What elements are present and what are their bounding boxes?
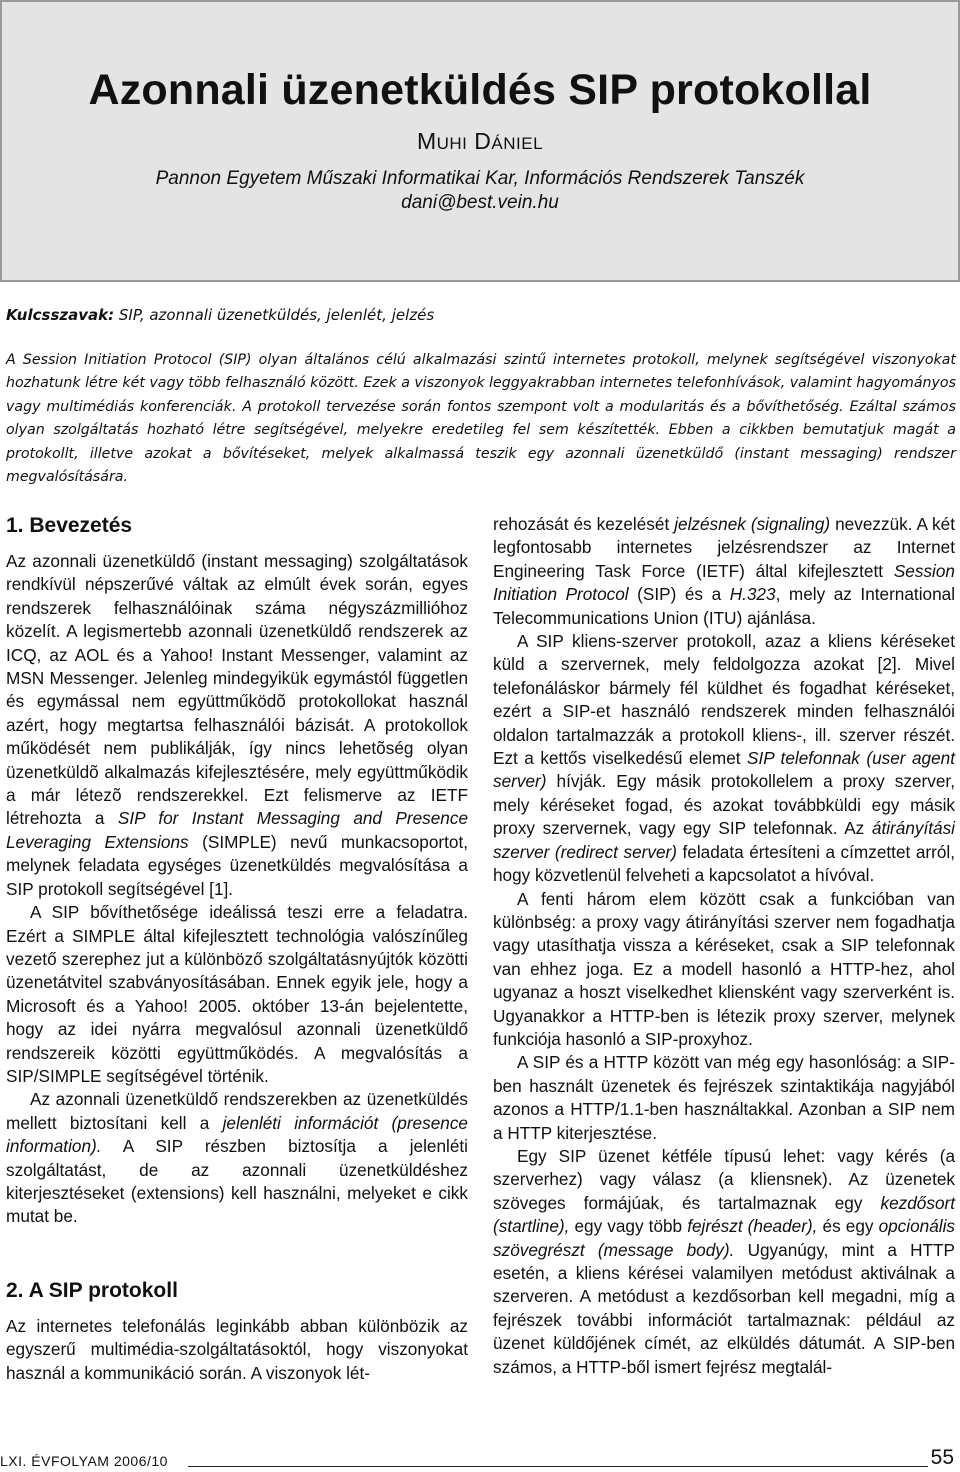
page-number: 55 bbox=[930, 1446, 954, 1469]
author-email: dani@best.vein.hu bbox=[401, 192, 559, 213]
paper-title: Azonnali üzenetküldés SIP protokollal bbox=[88, 66, 872, 114]
left-column bbox=[6, 512, 468, 1385]
paragraph: Egy SIP üzenet kétféle típusú lehet: vagy kérés (a szerverhez) vagy válasz (a kliensnek). Az üzenetek szöveges formájúak, és tartalmaznak egy kezdősort (startline), egy vagy több fejrészt (header), és egy opcionális szövegrészt (message body). Ugyanúgy, mint a HTTP esetén, a kliens kérései valamilyen metódust aktiválnak a szerveren. A metódust a kezdősorban kell megadni, míg a fejrészek további információt tartalmaznak: például az üzenet küldőjének címét, az elküldés dátumát. A SIP-ben számos, a HTTP-ből ismert fejrész megtalál- bbox=[493, 1145, 955, 1377]
journal-issue: LXI. ÉVFOLYAM 2006/10 bbox=[0, 1453, 168, 1469]
section-heading-1: 1. Bevezetés bbox=[6, 514, 133, 537]
abstract: A Session Initiation Protocol (SIP) olyan általános célú alkalmazási szintű internetes protokoll, melynek segítségével viszonyokat hozhatunk létre két vagy több felhasználó között. Ezek a viszonyok leggyakrabban internetes telefonhívások, valamint hagyományos vagy multimédiás konferenciák. A protokoll tervezése során fontos szempont volt a modularitás és a bővíthetőség. Ezáltal számos olyan szolgáltatás hozható létre segítségével, melyekre eredetileg fel sem készítették. Ebben a cikkben bemutatjuk magát a protokollt, illetve azokat a bővítéseket, melyek alkalmassá teszik egy azonnali üzenetküldő (instant messaging) rendszer megvalósítására. bbox=[6, 352, 957, 486]
keywords bbox=[6, 306, 434, 324]
keywords-text: SIP, azonnali üzenetküldés, jelenlét, jelzés bbox=[118, 306, 435, 324]
paragraph: Az azonnali üzenetküldő rendszerekben az üzenetküldés mellett biztosítani kell a jelenléti információt (presence information). A SIP részben biztosítja a jelenléti szolgáltatást, de az azonnali üzenetküldéshez kiterjesztéseket (extensions) kell használni, melyeket e cikk mutat be. bbox=[6, 1089, 468, 1227]
author-name: MUHI DÁNIEL bbox=[416, 128, 544, 154]
paragraph: A fenti három elem között csak a funkcióban van különbség: a proxy vagy átirányítási szerver nem fogadhatja vagy utasíthatja vissza a kéréseket, csak a SIP telefonnak van ehhez joga. Ez a modell hasonló a HTTP-hez, ahol ugyanaz a hoszt viselkedhet kliensként vagy szerverként is. Ugyanakkor a HTTP-ben is létezik proxy szerver, melynek funkciója hasonló a SIP-proxyhoz. bbox=[493, 888, 955, 1049]
paragraph: Az internetes telefonálás leginkább abban különbözik az egyszerű multimédia-szolgáltatásoktól, hogy viszonyokat használ a kommunikáció során. A viszonyok lét- bbox=[6, 1315, 468, 1383]
paragraph: A SIP kliens-szerver protokoll, azaz a kliens kéréseket küld a szervernek, mely feldolgozza azokat [2]. Mivel telefonáláskor bármely fél küldhet és fogadhat kéréseket, ezért a SIP-et használó rendszerek minden felhasználói oldalon tartalmazzák a protokoll kliens-, ill. szerver részét. Ezt a kettős viselkedésű elemet SIP telefonnak (user agent server) hívják. Egy másik protokollelem a proxy szerver, mely kéréseket fogad, és azokat továbbküldi egy másik proxy szervernek, vagy egy SIP telefonnak. Az átirányítási szerver (redirect server) feladata értesíteni a címzettet arról, hogy közvetlenül felveheti a kapcsolatot a hívóval. bbox=[493, 631, 955, 886]
section-heading-2: 2. A SIP protokoll bbox=[6, 1278, 178, 1302]
paragraph: Az azonnali üzenetküldő (instant messaging) szolgáltatások rendkívül népszerűvé váltak az elmúlt évek során, egyes rendszerek felhasználóinak száma négyszázmillióhoz közelít. A legismertebb azonnali üzenetküldő rendszerek az ICQ, az AOL és a Yahoo! Instant Messenger, valamint az MSN Messenger. Jelenleg mindegyikük egymástól független és egymással nem együttműködõ protokollokat használ azért, hogy megtartsa felhasználói bázisát. A protokollok működését nem publikálják, így nincs lehetõség olyan üzenetküldõ alkalmazás kifejlesztésére, mely együttműködik a már létezõ rendszerekkel. Ezt felismerve az IETF létrehozta a SIP for Instant Messaging and Presence Leveraging Extensions (SIMPLE) nevű munkacsoportot, melynek feladata egységes üzenetküldés megvalósítása a SIP protokoll segítségével [1]. bbox=[6, 551, 469, 899]
paragraph: A SIP és a HTTP között van még egy hasonlóság: a SIP-ben használt üzenetek és fejrészek szintaktikája nagyjából azonos a HTTP/1.1-ben használtakkal. Azonban a SIP nem a HTTP kiterjesztése. bbox=[493, 1052, 955, 1143]
keywords-label: Kulcsszavak: bbox=[6, 306, 115, 324]
footer-rule bbox=[188, 1466, 928, 1467]
paragraph: rehozását és kezelését jelzésnek (signaling) nevezzük. A két legfontosabb internetes jelzésrendszer az Internet Engineering Task Force (IETF) által kifejlesztett Session Initiation Protocol (SIP) és a H.323, mely az International Telecommunications Union (ITU) ajánlása. bbox=[493, 514, 956, 628]
title-box bbox=[0, 0, 960, 282]
right-column bbox=[493, 513, 955, 1379]
affiliation: Pannon Egyetem Műszaki Informatikai Kar, Információs Rendszerek Tanszék bbox=[155, 168, 805, 189]
paragraph: A SIP bővíthetősége ideálissá teszi erre a feladatra. Ezért a SIMPLE által kifejlesztett technológia valószínűleg vezető szerephez jut a különböző szolgáltatásnyújtók közötti üzenetátvitel szabványosításában. Ennek egyik jele, hogy a Microsoft és a Yahoo! 2005. október 13-án bejelentette, hogy az idei nyárra megvalósul azonnali üzenetküldő rendszereik közötti együttműködés. A megvalósítás a SIP/SIMPLE segítségével történik. bbox=[6, 902, 468, 1086]
